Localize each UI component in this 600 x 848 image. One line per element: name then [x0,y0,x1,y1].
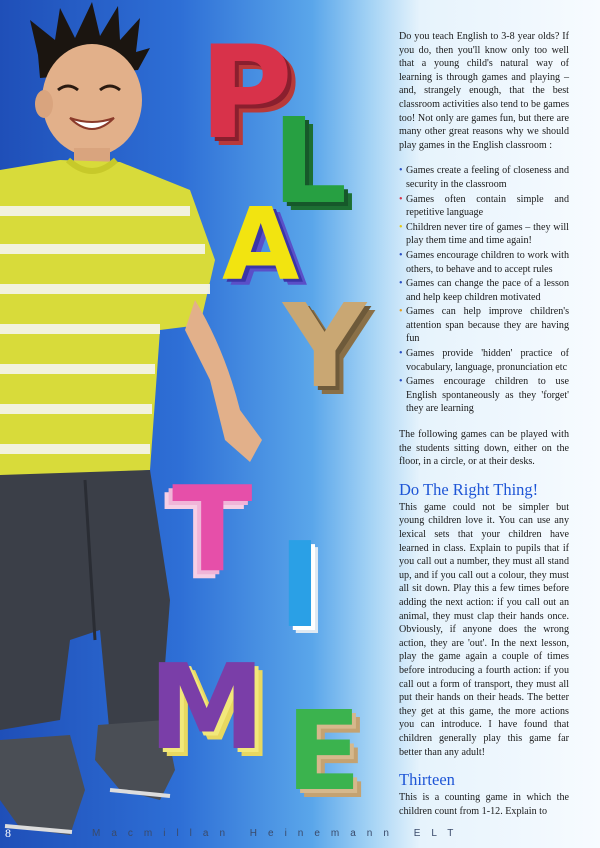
bullet-icon: • [399,306,403,318]
intro-paragraph: Do you teach English to 3-8 year olds? If you do, then you'll know only too well that a young child's natural way of learning is through games and playing – and, strangely enough, that the best classroom activities also tend to be games too! Not only are games fun, but there are many other great reasons why we should play games in the English classroom : [399,31,569,151]
list-item: • Games often contain simple and repetitive language [399,193,569,219]
reasons-list [399,164,569,416]
headline-letter-t: T [172,460,253,598]
article-column [399,30,569,830]
headline-letter-l: L [272,92,348,230]
section-body-thirteen: This is a counting game in which the children count from 1-12. Explain to [399,792,569,817]
headline-letter-m: M [148,638,266,776]
list-item: • Games can change the pace of a lesson and help keep children motivated [399,278,569,303]
bullet-icon: • [399,193,403,205]
child-arm [185,300,262,462]
section-heading-thirteen: Thirteen [399,770,455,790]
bullet-icon: • [399,348,403,360]
headline-letter-i: I [278,516,322,654]
page-footer [0,826,600,842]
headline-letter-e: E [286,687,362,815]
bullet-icon: • [399,249,403,261]
bullet-icon: • [399,221,403,233]
headline-letter-p: P [199,19,293,168]
child-shoe-left [0,735,85,835]
list-item: • Games can help improve children's attention span because they are having fun [399,306,569,345]
following-paragraph: The following games can be played with the students sitting down, either on the floor, in a circle, or at their desks. [399,429,569,468]
bullet-icon: • [399,278,403,290]
page-number: 8 [5,826,11,840]
list-item: • Children never tire of games – they will play them time and time again! [399,221,569,247]
list-item: • Games create a feeling of closeness and security in the classroom [399,165,569,190]
publisher-name: Macmillan Heinemann ELT [92,828,465,839]
child-jeans [0,470,170,738]
child-head [42,44,142,156]
headline-letter-a: A [222,186,300,303]
section-body-do-the-right-thing: This game could not be simpler but young children love it. You can use any lexical sets that your children have learned in class. Explain to pupils that if you call out a number, they must all stand up, and if you call out a colour, they must all sit down. Play this a few times before adding the next action: if you call out an animal, they must clap their hands once. Obviously, if anyone does the wrong action, they are 'out'. In the next lesson, play the game again a couple of times before introducing a fourth action: if you call out a form of transport, they must all put their hands on their heads. The better they get at this game, the more actions you can introduce. I have found that children generally play this game far better than any adult! [399,501,569,758]
list-item: • Games encourage children to work with others, to behave and to accept rules [399,249,569,275]
headline-letter-y: Y [283,280,367,414]
bullet-icon: • [399,376,403,388]
list-item: • Games provide 'hidden' practice of vocabulary, language, pronunciation etc [399,348,569,373]
bullet-icon: • [399,165,403,177]
list-item: • Games encourage children to use English spontaneously as they 'forget' they are learning [399,376,569,415]
section-heading-do-the-right-thing: Do The Right Thing! [399,479,539,499]
